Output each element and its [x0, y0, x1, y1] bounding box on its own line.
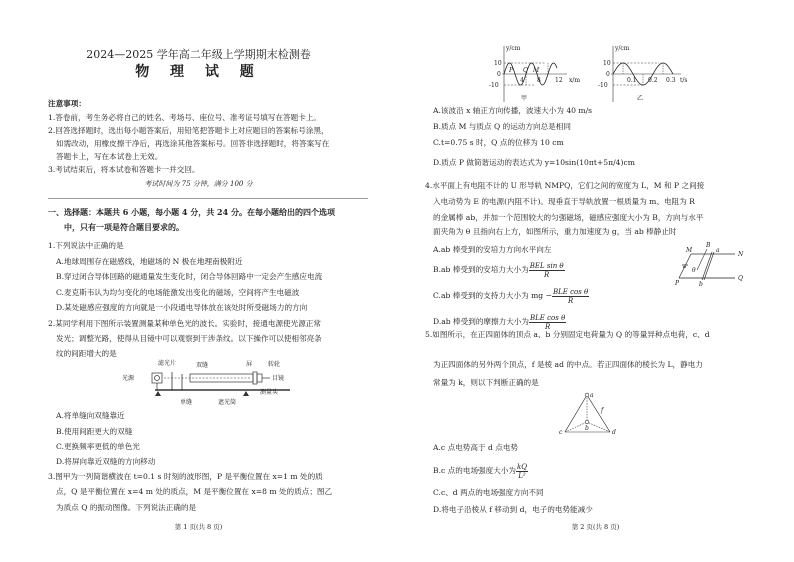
q4-stem: 的金属棒 ab，并加一个范围较大的匀强磁场，磁感应强度大小为 B，方向与水平 [433, 213, 704, 222]
fraction [552, 288, 589, 305]
label-n: N [738, 251, 744, 258]
x-tick: 0.1 [627, 77, 637, 84]
q4-stem: 面夹角为 θ 且指向右上方，如图所示，重力加速度为 g，当 ab 棒静止时 [433, 227, 677, 236]
q5-option-c: C.c、d 两点的电场强度方向不同 [433, 488, 544, 497]
rail-circuit-figure [675, 242, 747, 286]
tetrahedron-figure [557, 392, 627, 438]
fraction [529, 262, 565, 279]
y-tick: 0 [497, 71, 501, 78]
q4-stem: 入电动势为 E 的电源(内阻不计)。现垂直于导轨放置一根质量为 m、电阻为 R [433, 197, 695, 206]
label-field-b: B [706, 242, 711, 249]
label-p: P [675, 280, 680, 286]
y-tick: 0 [606, 71, 610, 78]
fraction [516, 463, 528, 480]
numerator: BLE cos θ [529, 313, 566, 322]
divider [48, 198, 368, 199]
denominator: L² [518, 471, 526, 480]
q2-stem: 纹的间距增大的是 [56, 349, 117, 358]
label-single-slit: 单缝 [180, 399, 193, 406]
denominator: R [544, 322, 551, 331]
q3-option-d: D.质点 P 做简谐运动的表达式为 y=10sin(10πt+5π/4)cm [433, 158, 635, 167]
q5-stem: 常量为 k，则以下判断正确的是 [433, 378, 539, 387]
vibration-graph-yi [597, 44, 693, 104]
page-footer: 第 2 页(共 8 页) [571, 523, 620, 531]
label-c: c [559, 429, 563, 436]
notice-heading: 注意事项： [48, 99, 86, 108]
label-m: M [686, 247, 693, 254]
label-b: b [699, 281, 703, 286]
exam-page-2 [397, 0, 794, 562]
option-text: D.ab 棒受到的摩擦力大小为 [433, 317, 529, 326]
label-light-source: 光源 [122, 375, 135, 382]
label-screen: 屏 [246, 361, 253, 368]
q2-option-a: A.将单缝向双缝靠近 [56, 411, 125, 420]
label-q: Q [738, 275, 743, 282]
label-tube: 遮光筒 [218, 399, 237, 406]
exam-title: 2024—2025 学年高二年级上学期期末检测卷 [86, 48, 311, 61]
q4-stem: 4.水平面上有电阻不计的 U 形导轨 NMPQ，它们之间的宽度为 L，M 和 P 之间接 [425, 181, 705, 190]
label-a: a [590, 392, 594, 399]
q2-option-d: D.将屏向靠近双缝的方向移动 [56, 457, 156, 466]
point-m-label: M [533, 67, 540, 74]
q5-stem: 5.如图所示，在正四面体的顶点 a、b 分别固定电荷量为 Q 的等量异种点电荷，c、d [425, 330, 710, 339]
numerator: BEL sin θ [529, 261, 564, 270]
q3-stem: 点，Q 是平衡位置在 x=4 m 处的质点，M 是平衡位置在 x=8 m 处的质点；图乙 [56, 487, 333, 496]
q2-option-c: C.更换频率更低的单色光 [56, 442, 140, 451]
q3-option-c: C.t=0.75 s 时，Q 点的位移为 10 cm [433, 138, 564, 147]
label-measuring-head: 测量头 [260, 389, 279, 396]
x-tick: 12 [555, 77, 563, 84]
q3-option-a: A.该波沿 x 轴正方向传播，波速大小为 40 m/s [433, 106, 593, 115]
q4-option-c [433, 287, 589, 305]
option-text: C.ab 棒受到的支持力大小为 mg − [433, 291, 552, 300]
fraction [529, 314, 566, 331]
label-filter: 滤光片 [158, 360, 177, 367]
q5-option-b [433, 462, 528, 480]
q3-stem: 为质点 Q 的振动图像。下列说法正确的是 [56, 503, 197, 512]
x-tick: 4 [520, 77, 524, 84]
q3-stem: 3.图甲为一列简谐横波在 t=0.1 s 时刻的波形图，P 是平衡位置在 x=1 m 处的质 [48, 472, 323, 481]
label-theta: θ [692, 267, 696, 274]
point-q-label: Q [523, 67, 528, 74]
x-axis-label: t/s [680, 77, 688, 84]
q4-option-d [433, 313, 566, 331]
option-text: B.ab 棒受到的安培力大小为 [433, 265, 529, 274]
denominator: R [567, 296, 574, 305]
double-slit-apparatus-figure [120, 358, 300, 410]
q5-option-d: D.将电子沿棱从 f 移动到 d，电子的电势能减少 [433, 505, 593, 514]
notice-line: 1.答卷前，考生务必将自己的姓名、考场号、座位号、准考证号填写在答题卡上。 [48, 113, 322, 122]
q1-option-b: B.穿过闭合导体回路的磁通量发生变化时，闭合导体回路中一定会产生感应电流 [56, 272, 323, 281]
numerator: BLE cos θ [552, 287, 589, 296]
x-tick: 8 [537, 77, 541, 84]
q1-stem: 1.下列说法中正确的是 [48, 241, 124, 250]
q4-option-b [433, 261, 565, 279]
q1-option-a: A.地球周围存在磁感线，地磁场的 N 极在地理南极附近 [56, 257, 243, 266]
q2-stem: 2.某同学利用下图所示装置测量某种单色光的波长。实验时，接通电源使光源正常 [48, 319, 322, 328]
option-text: B.c 点的电场强度大小为 [433, 466, 517, 475]
label-f: f [601, 407, 604, 414]
figure-caption: 甲 [521, 95, 528, 102]
section-heading: 中，只有一项是符合题目要求的。 [64, 222, 184, 232]
label-b: b [585, 425, 589, 432]
notice-line: 如需改动，用橡皮擦干净后，再选涂其他答案标号。回答非选择题时，将答案写在 [56, 139, 330, 148]
point-p-label: P [509, 67, 514, 74]
label-wheel: 转轮 [268, 361, 281, 368]
notice-line: 答题卡上，写在本试卷上无效。 [56, 152, 163, 161]
q4-option-a: A.ab 棒受到的安培力方向水平向左 [433, 245, 552, 254]
numerator: kQ [517, 462, 527, 471]
figure-caption: 乙 [637, 95, 644, 102]
time-info: 考试时间为 75 分钟，满分 100 分 [144, 180, 253, 188]
label-d: d [612, 429, 616, 436]
q2-option-b: B.使用间距更大的双缝 [56, 427, 133, 436]
label-a: a [716, 247, 720, 254]
wave-graph-jia [487, 44, 583, 104]
y-axis-label: y/cm [615, 45, 630, 52]
y-tick: 10 [494, 60, 502, 67]
label-eyepiece: 目镜 [272, 375, 285, 382]
q5-option-a: A.c 点电势高于 d 点电势 [433, 443, 519, 452]
q3-option-b: B.质点 M 与质点 Q 的运动方向总是相同 [433, 122, 571, 131]
denominator: R [544, 270, 550, 279]
x-axis-label: x/m [569, 77, 581, 84]
y-tick: 10 [603, 60, 611, 67]
y-tick: -10 [489, 82, 499, 89]
label-double-slit: 双缝 [196, 362, 209, 369]
x-tick: 0.2 [648, 77, 658, 84]
q2-stem: 发光；调整光路，使得从目镜中可以观察到干涉条纹。以下操作可以使相邻亮条 [56, 334, 322, 343]
subject-title: 物 理 试 题 [135, 64, 262, 80]
notice-line: 3.考试结束后，将本试卷和答题卡一并交回。 [48, 165, 200, 174]
section-heading: 一、选择题：本题共 6 小题，每小题 4 分，共 24 分。在每小题给出的四个选项 [48, 207, 335, 217]
y-tick: -10 [598, 82, 608, 89]
q5-stem: 为正四面体的另外两个顶点，f 是棱 ad 的中点。若正四面体的棱长为 L，静电力 [433, 360, 703, 369]
x-tick: 0.3 [666, 77, 676, 84]
notice-line: 2.回答选择题时，选出每小题答案后，用铅笔把答题卡上对应题目的答案标号涂黑， [48, 126, 329, 135]
page-footer: 第 1 页(共 8 页) [174, 523, 223, 531]
q1-option-c: C.麦克斯韦认为均匀变化的电场能激发出变化的磁场，空间将产生电磁波 [56, 288, 300, 297]
q1-option-d: D.某处磁感应强度的方向就是一小段通电导体放在该处时所受磁场力的方向 [56, 303, 308, 312]
y-axis-label: y/cm [506, 45, 521, 52]
